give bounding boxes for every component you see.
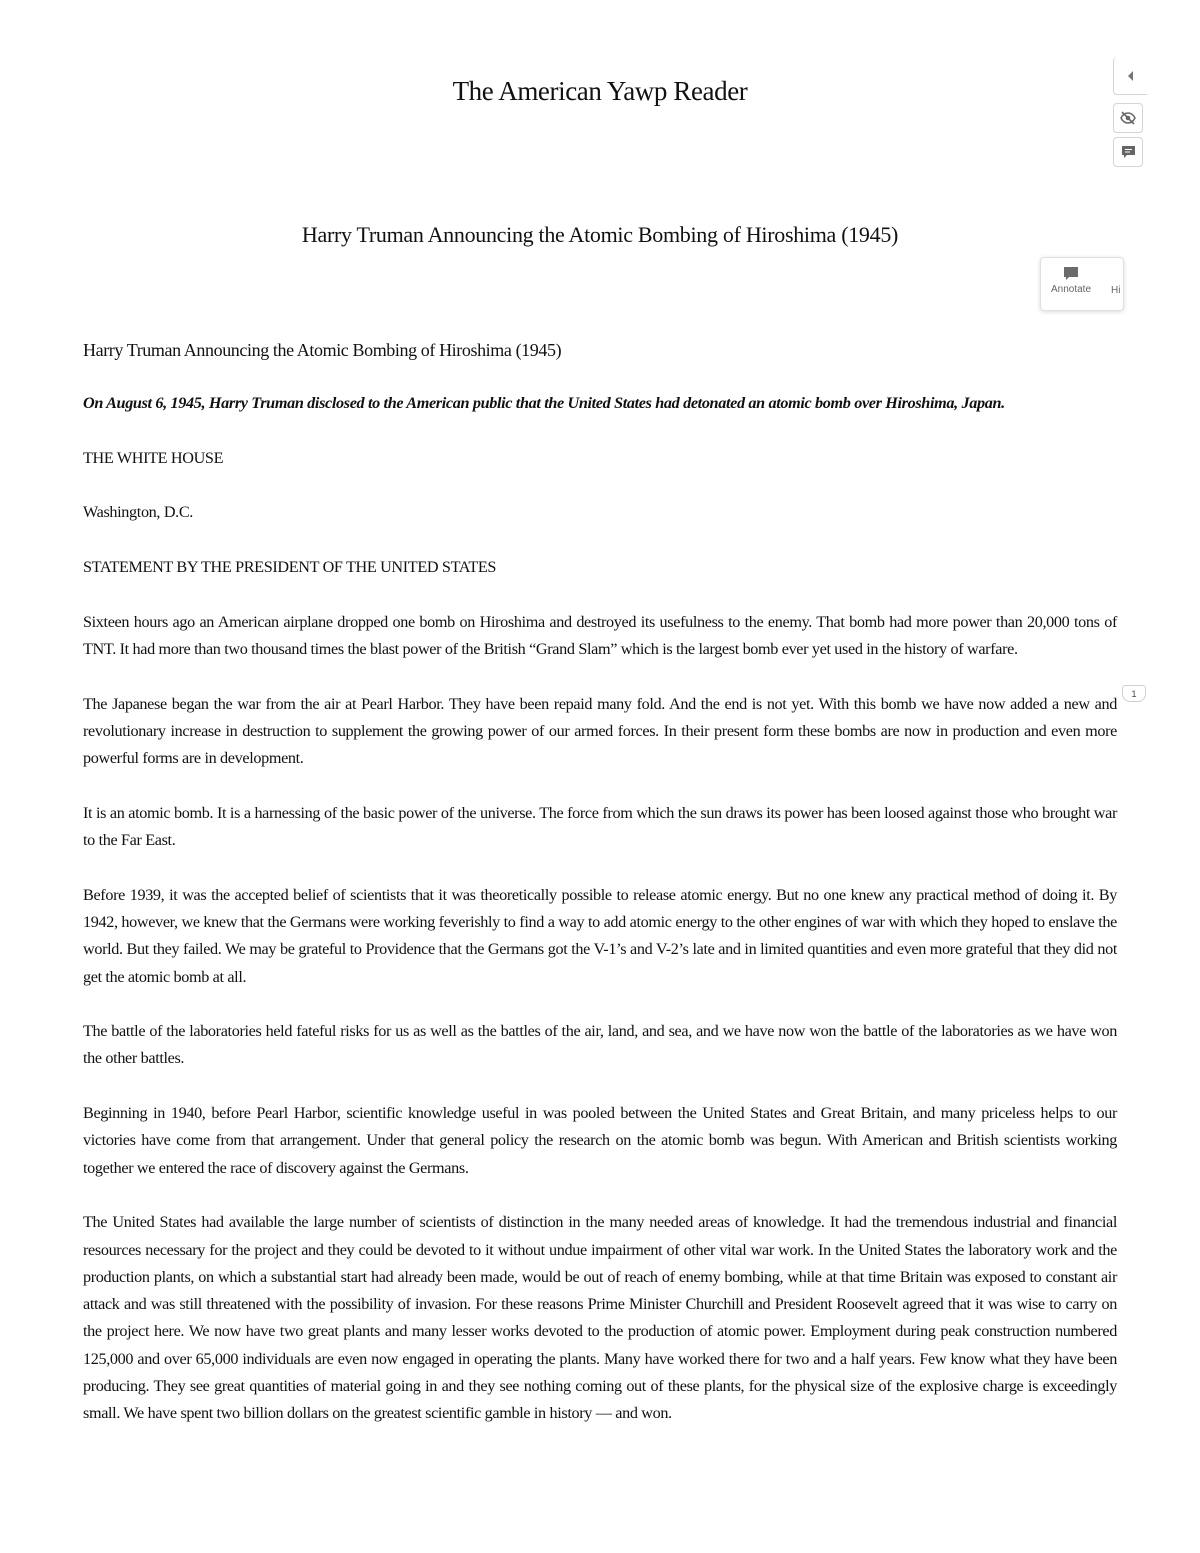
annotation-adder: [1040, 257, 1124, 311]
new-page-note-button[interactable]: [1113, 137, 1143, 167]
heading-statement: STATEMENT BY THE PRESIDENT OF THE UNITED STATES: [83, 558, 497, 577]
chevron-left-icon: [1126, 70, 1136, 82]
comment-icon: [1063, 266, 1079, 281]
paragraph: Beginning in 1940, before Pearl Harbor, scientific knowledge useful in was pooled between the United States and Great Britain, and many priceless helps to our victories have come from that arrangement. Under that general policy the research on the atomic bomb was begun. With American and British scientists working together we entered the race of discovery against the Germans.: [83, 1104, 1117, 1177]
highlight-button[interactable]: Hi: [1111, 285, 1121, 296]
chapter-title: Harry Truman Announcing the Atomic Bombing of Hiroshima (1945): [301, 222, 899, 247]
paragraph: Sixteen hours ago an American airplane dropped one bomb on Hiroshima and destroyed its usefulness to the enemy. That bomb had more power than 20,000 tons of TNT. It had more than two thousand times the blast power of the British “Grand Slam” which is the largest bomb ever yet used in the history of warfare.: [83, 612, 1117, 658]
sidebar-toggle-button[interactable]: [1113, 57, 1147, 95]
annotation-sidebar: [1113, 57, 1147, 171]
paragraph: The Japanese began the war from the air at Pearl Harbor. They have been repaid many fold. And the end is not yet. With this bomb we have now added a new and revolutionary increase in destruction to supplement the growing power of our armed forces. In their present form these bombs are now in production and even more powerful forms are in development.: [83, 694, 1117, 768]
paragraph: The battle of the laboratories held fateful risks for us as well as the battles of the air, land, and sea, and we have now won the battle of the laboratories as we have won the other battles.: [83, 1022, 1117, 1068]
heading-location: Washington, D.C.: [83, 503, 194, 522]
document-subtitle: Harry Truman Announcing the Atomic Bombing of Hiroshima (1945): [83, 340, 562, 360]
book-title: The American Yawp Reader: [452, 76, 748, 106]
annotate-button[interactable]: [1047, 266, 1095, 295]
paragraph: The United States had available the large number of scientists of distinction in the many needed areas of knowledge. It had the tremendous industrial and financial resources necessary for the project and they could be devoted to it without undue impairment of other vital war work. In the United States the laboratory work and the production plants, on which a substantial start had already been made, would be out of reach of enemy bombing, while at that time Britain was exposed to constant air attack and was still threatened with the possibility of invasion. For these reasons Prime Minister Churchill and President Roosevelt agreed that it was wise to carry on the project here. We now have two great plants and many lesser works devoted to the production of atomic power. Employment during peak construction numbered 125,000 and over 65,000 individuals are even now engaged in operating the plants. Many have worked there for two and a half years. Few know what they have been producing. They see great quantities of material going in and they see nothing coming out of these plants, for the physical size of the explosive charge is exceedingly small. We have spent two billion dollars on the greatest scientific gamble in history — and won.: [83, 1213, 1117, 1423]
hide-highlights-button[interactable]: [1113, 103, 1143, 133]
paragraph: Before 1939, it was the accepted belief of scientists that it was theoretically possible to release atomic energy. But no one knew any practical method of doing it. By 1942, however, we knew that the Germans were working feverishly to find a way to add atomic energy to the other engines of war with which they hoped to enslave the world. But they failed. We may be grateful to Providence that the Germans got the V-1’s and V-2’s late and in limited quantities and even more grateful that they did not get the atomic bomb at all.: [83, 885, 1117, 986]
document-body: [83, 337, 1117, 1455]
comment-icon: [1121, 145, 1136, 159]
heading-white-house: THE WHITE HOUSE: [83, 448, 224, 467]
intro-paragraph: On August 6, 1945, Harry Truman disclosed to the American public that the United States had detonated an atomic bomb over Hiroshima, Japan.: [83, 394, 1005, 413]
paragraph: It is an atomic bomb. It is a harnessing of the basic power of the universe. The force from which the sun draws its power has been loosed against those who brought war to the Far East.: [83, 803, 1117, 850]
annotation-count-badge[interactable]: 1: [1122, 685, 1146, 702]
eye-off-icon: [1120, 111, 1136, 125]
annotate-label: Annotate: [1050, 284, 1092, 295]
